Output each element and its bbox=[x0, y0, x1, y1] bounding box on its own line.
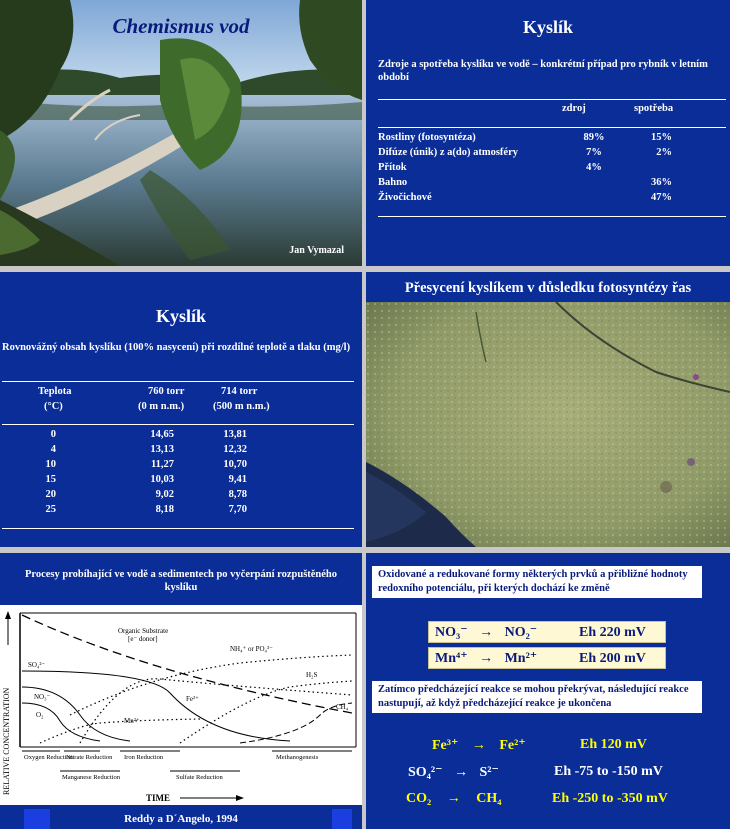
table-bottom-rule bbox=[378, 216, 726, 217]
source-row-consumption bbox=[624, 160, 714, 175]
note-sequence: Zatímco předcházející reakce se mohou překrývat, následující reakce nastupují, až když předcházející reakce je ukončena bbox=[372, 681, 702, 713]
label-h2s: H₂S bbox=[306, 671, 318, 679]
graph-credit: Reddy a D´Angelo, 1994 bbox=[124, 813, 238, 825]
equation-carbon bbox=[406, 791, 501, 807]
label-nh4: NH₄⁺ or PO₄³⁻ bbox=[230, 645, 273, 653]
saturation-subtitle: Rovnovážný obsah kyslíku (100% nasycení) při rozdílné teplotě a tlaku (mg/l) bbox=[2, 342, 351, 353]
sat-row-760: 11,27 bbox=[150, 459, 174, 470]
processes-title: Procesy probíhající ve vodě a sedimentech po vyčerpání rozpuštěného kyslíku bbox=[24, 569, 338, 593]
source-row-label: Difúze (únik) z a(do) atmosféry bbox=[378, 147, 518, 158]
eq3-eh: Eh 120 mV bbox=[580, 737, 647, 752]
label-so4: SO₄²⁻ bbox=[28, 661, 46, 669]
slide-algae-photo bbox=[366, 272, 730, 547]
saturation-table bbox=[30, 427, 247, 517]
eq1-eh: Eh 220 mV bbox=[579, 625, 646, 640]
eq4-right: S²⁻ bbox=[479, 765, 499, 780]
deco-square-right bbox=[332, 809, 352, 829]
source-row-source: 89% bbox=[583, 132, 605, 143]
slide-title-supersaturation: Přesycení kyslíkem v důsledku fotosyntézy řas bbox=[404, 280, 692, 296]
sat-top-rule bbox=[2, 381, 354, 382]
h-temp-unit: (°C) bbox=[44, 401, 63, 412]
source-row-consumption: 47% bbox=[651, 192, 672, 203]
label-oxygen-reduction: Oxygen Reduction bbox=[24, 754, 73, 761]
sources-subtitle: Zdroje a spotřeba kyslíku ve vodě – konkrétní případ pro rybník v letním období bbox=[378, 59, 708, 83]
sat-row-760: 10,03 bbox=[150, 474, 174, 485]
source-row-source bbox=[564, 175, 624, 190]
eq1-right: NO₂⁻ bbox=[504, 625, 538, 640]
eq2-arrow: → bbox=[479, 651, 494, 666]
oxygen-sources-table bbox=[378, 130, 714, 205]
source-row-source bbox=[564, 190, 624, 205]
eq1-left: NO₃⁻ bbox=[435, 625, 468, 640]
eq1-arrow: → bbox=[479, 625, 494, 640]
sat-row-temp: 20 bbox=[45, 489, 56, 500]
source-row-label: Bahno bbox=[378, 177, 408, 188]
h-temp: Teplota bbox=[38, 386, 72, 397]
sat-row-temp: 25 bbox=[45, 504, 56, 515]
sat-row-714: 9,41 bbox=[228, 474, 247, 485]
sat-row-temp: 15 bbox=[45, 474, 56, 485]
source-row bbox=[378, 160, 714, 175]
source-row-consumption: 2% bbox=[656, 147, 672, 158]
eq4-eh: Eh -75 to -150 mV bbox=[554, 764, 663, 779]
equation-sulfate bbox=[408, 764, 499, 781]
h-714: 714 torr bbox=[221, 386, 258, 397]
sat-row-714: 7,70 bbox=[228, 504, 247, 515]
slide-oxygen-sources bbox=[366, 0, 730, 266]
sat-row-714: 10,70 bbox=[223, 459, 247, 470]
slide-lake-photo bbox=[0, 0, 362, 266]
source-row bbox=[378, 175, 714, 190]
algae-photo bbox=[366, 302, 730, 547]
saturation-row bbox=[30, 472, 247, 487]
sat-row-temp: 10 bbox=[45, 459, 56, 470]
source-row bbox=[378, 190, 714, 205]
sat-row-760: 8,18 bbox=[155, 504, 174, 515]
slide-title-kyslik-2: Kyslík bbox=[155, 306, 207, 326]
label-mn: Mn²⁺ bbox=[124, 717, 140, 725]
saturation-row bbox=[30, 457, 247, 472]
label-fe: Fe²⁺ bbox=[186, 695, 199, 703]
source-row-source: 7% bbox=[586, 147, 602, 158]
source-row-label: Přítok bbox=[378, 162, 407, 173]
source-row-source: 4% bbox=[586, 162, 602, 173]
eq5-left: CO₂ bbox=[406, 791, 432, 806]
label-sulfate-reduction: Sulfate Reduction bbox=[176, 774, 223, 781]
label-nitrate-reduction: Nitrate Reduction bbox=[66, 754, 113, 761]
h-760-alt: (0 m n.m.) bbox=[138, 401, 185, 412]
slide-title-kyslik: Kyslík bbox=[522, 17, 574, 37]
slide-redox-potentials bbox=[366, 553, 730, 829]
sat-row-760: 14,65 bbox=[150, 429, 174, 440]
equation-manganese bbox=[428, 647, 666, 669]
equation-nitrate bbox=[428, 621, 666, 643]
label-iron-reduction: Iron Reduction bbox=[124, 754, 164, 761]
slide-oxygen-saturation bbox=[0, 272, 362, 547]
sat-row-714: 12,32 bbox=[223, 444, 247, 455]
eq4-arrow: → bbox=[453, 765, 468, 780]
label-methanogenesis: Methanogenesis bbox=[276, 754, 319, 761]
sat-row-760: 9,02 bbox=[155, 489, 174, 500]
lake-photo bbox=[0, 0, 362, 266]
note-redox-intro: Oxidované a redukované formy některých prvků a přibližné hodnoty redoxního potenciálu, při kterých dochází ke změně bbox=[372, 566, 702, 598]
sat-row-714: 13,81 bbox=[223, 429, 247, 440]
sat-header-rule bbox=[2, 424, 354, 425]
col-header-source: zdroj bbox=[562, 103, 586, 114]
slide-processes-graph bbox=[0, 553, 362, 829]
label-ch4: CH₄ bbox=[336, 703, 349, 711]
eq3-right: Fe²⁺ bbox=[499, 738, 526, 753]
deco-square-left bbox=[24, 809, 50, 829]
eq2-right: Mn²⁺ bbox=[504, 651, 538, 666]
saturation-row bbox=[30, 442, 247, 457]
source-row-consumption: 36% bbox=[651, 177, 672, 188]
photo-credit: Jan Vymazal bbox=[289, 245, 344, 256]
slide-title-chemismus: Chemismus vod bbox=[112, 14, 250, 38]
eq4-left: SO₄²⁻ bbox=[408, 765, 443, 780]
sat-row-714: 8,78 bbox=[228, 489, 247, 500]
sat-bottom-rule bbox=[2, 528, 354, 529]
eq2-eh: Eh 200 mV bbox=[579, 651, 646, 666]
eq3-left: Fe³⁺ bbox=[432, 738, 459, 753]
sat-row-temp: 0 bbox=[50, 429, 56, 440]
h-714-alt: (500 m n.m.) bbox=[213, 401, 270, 412]
source-row-label: Živočichové bbox=[378, 192, 432, 203]
source-row-consumption: 15% bbox=[651, 132, 672, 143]
label-no3: NO₃⁻ bbox=[34, 693, 51, 701]
eq2-left: Mn⁴⁺ bbox=[435, 651, 468, 666]
graph-xlabel: TIME bbox=[146, 793, 171, 803]
eq5-eh: Eh -250 to -350 mV bbox=[552, 791, 668, 806]
saturation-row bbox=[30, 502, 247, 517]
source-row bbox=[378, 145, 714, 160]
sat-row-760: 13,13 bbox=[150, 444, 174, 455]
eq5-arrow: → bbox=[446, 791, 461, 806]
table-header-rule bbox=[378, 127, 726, 128]
graph-ylabel: RELATIVE CONCENTRATION bbox=[2, 687, 11, 795]
saturation-row bbox=[30, 427, 247, 442]
col-header-consumption: spotřeba bbox=[634, 103, 674, 114]
label-o2: O₂ bbox=[36, 711, 44, 719]
source-row-label: Rostliny (fotosyntéza) bbox=[378, 132, 476, 143]
label-organic: Organic Substrate bbox=[118, 627, 169, 635]
label-manganese-reduction: Manganese Reduction bbox=[62, 774, 120, 781]
redox-graph bbox=[0, 605, 362, 805]
eq5-right: CH₄ bbox=[476, 791, 502, 806]
table-top-rule bbox=[378, 99, 726, 100]
label-donor: [e⁻ donor] bbox=[128, 635, 158, 643]
h-760: 760 torr bbox=[148, 386, 185, 397]
saturation-row bbox=[30, 487, 247, 502]
eq3-arrow: → bbox=[471, 738, 486, 753]
source-row bbox=[378, 130, 714, 145]
sat-row-temp: 4 bbox=[50, 444, 56, 455]
equation-iron bbox=[432, 737, 526, 754]
